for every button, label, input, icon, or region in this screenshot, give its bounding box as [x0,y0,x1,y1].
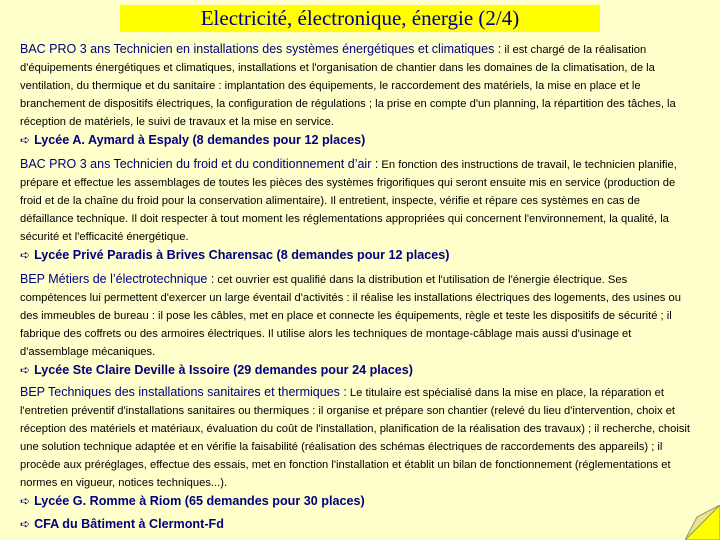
section-description: En fonction des instructions de travail, le technicien planifie, prépare et effectue les assemblages de toutes les pièces des systèmes frigorifiques qui seront ensuite mis en service (production de froid et de la chaîne du froid pour la conservation alimentaire). Il entretient, inspecte, vérifie et répare ces systèmes en cas de défaillance technique. Il doit respecter à tout moment les réglementations appropriées qui concernent l'environnement, la qualité, la sécurité et l'efficacité énergétique. [20,159,677,243]
school-label: Lycée G. Romme à Riom (65 demandes pour 30 places) [34,494,365,508]
school-item [20,131,694,150]
section-text [20,41,694,131]
section-text [20,384,694,492]
school-label: Lycée Ste Claire Deville à Issoire (29 demandes pour 24 places) [34,363,413,377]
section-text [20,271,694,361]
section-description: cet ouvrier est qualifié dans la distribution et l'utilisation de l'énergie électrique. Ses compétences lui permettent d'exercer un large éventail d'activités : il réalise les installations électriques des logements, des usines ou des immeubles de bureau : il pose les câbles, met en place et connecte les équipements, règle et teste les dispositifs de sécurité ; il fabrique des coffrets ou des armoires électriques. Il utilise alors les techniques de montage-câblage mais aussi d'usinage et d'assemblage mécaniques. [20,274,681,358]
content-area [20,41,694,534]
section-text [20,156,694,246]
school-label: CFA du Bâtiment à Clermont-Fd [34,517,224,531]
school-label: Lycée Privé Paradis à Brives Charensac (8 demandes pour 12 places) [34,248,450,262]
section-heading: BAC PRO 3 ans Technicien en installations des systèmes énergétiques et climatiques : [20,42,502,56]
section-heading: BEP Techniques des installations sanitaires et thermiques : [20,385,347,399]
arrow-icon: ➪ [20,248,31,262]
page-title: Electricité, électronique, énergie (2/4) [120,5,600,32]
section-description: Le titulaire est spécialisé dans la mise en place, la réparation et l'entretien préventif d'installations sanitaires ou thermiques : il organise et prépare son chantier (relevé du lieu d'intervention, choix et réception des matériels et matériaux, évaluation du coût de l'installation, planification de la réalisation des travaux) ; il recherche, choisit une solution technique adaptée et en vérifie la faisabilité (réalisation des schémas électriques de raccordements des appareils) ; il procède aux préréglages, effectue des essais, met en fonction l'installation et établit un bilan de fonctionnement (réglementations et normes en vigueur, notices techniques...). [20,387,691,489]
arrow-icon: ➪ [20,133,31,147]
school-item [20,361,694,380]
page-curl-icon [685,505,720,540]
section-description: il est chargé de la réalisation d'équipements énergétiques et climatiques, installations et l'organisation de chantier dans les domaines de la climatisation, de la ventilation, du thermique et du sanitaire : implantation des équipements, le raccordement des matériels, la mise en place et le branchement de dispositifs électriques, la configuration de régulations ; la prise en compte d'un planning, la répartition des tâches, la réception de matériels, le suivi de travaux et la mise en service. [20,44,676,128]
arrow-icon: ➪ [20,363,31,377]
section-heading: BAC PRO 3 ans Technicien du froid et du conditionnement d’air : [20,157,379,171]
school-item [20,246,694,265]
section-heading: BEP Métiers de l’électrotechnique : [20,272,215,286]
section-bac-pro-froid [20,156,694,265]
school-item [20,492,694,511]
arrow-icon: ➪ [20,517,31,531]
section-bep-sanitaires [20,384,694,534]
section-bac-pro-installations [20,41,694,150]
school-label: Lycée A. Aymard à Espaly (8 demandes pour 12 places) [34,133,366,147]
arrow-icon: ➪ [20,494,31,508]
section-bep-electrotechnique [20,271,694,380]
school-item [20,515,694,534]
